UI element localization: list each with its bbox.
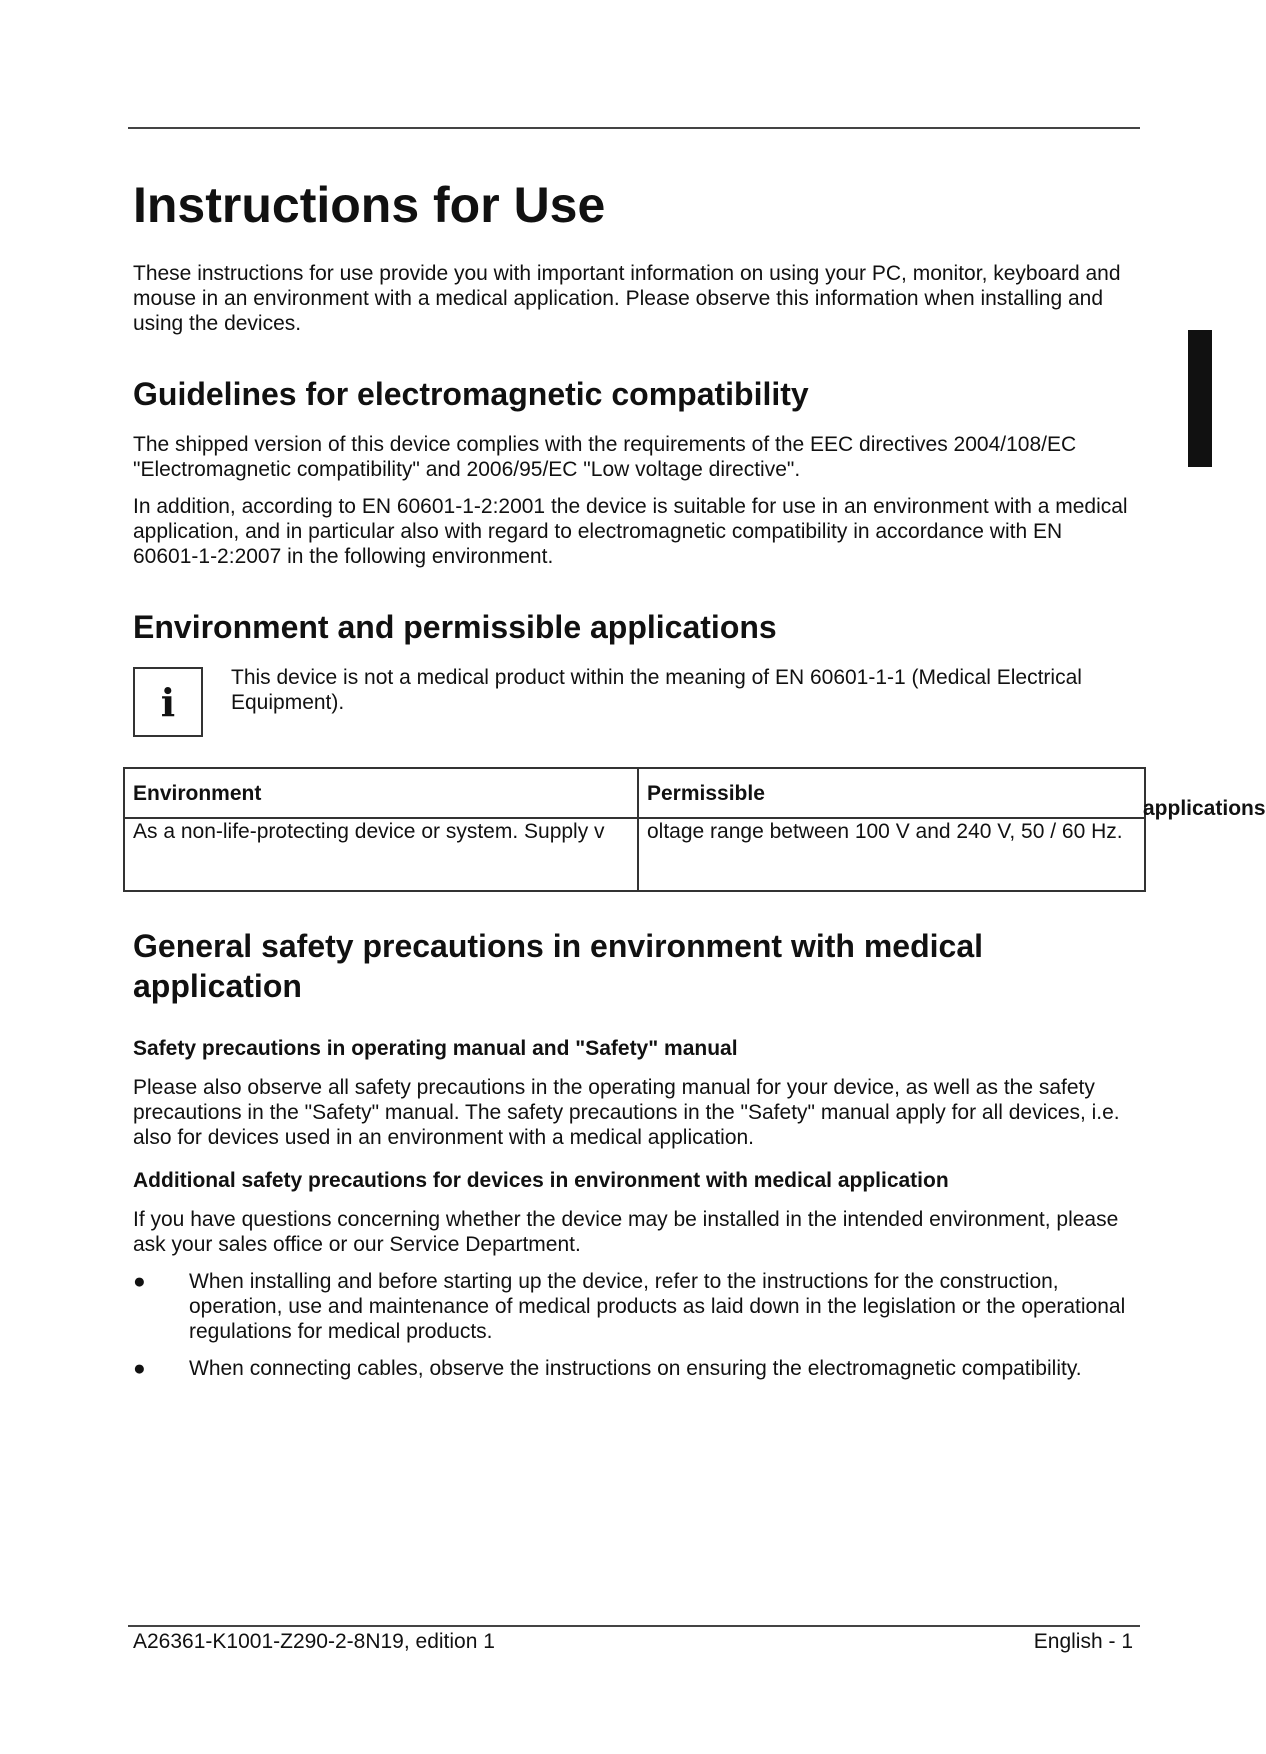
table-cell-environment: As a non-life-protecting device or system. Supply v — [124, 818, 638, 891]
header-rule — [128, 127, 1140, 129]
page-content — [133, 178, 1133, 1393]
page-title: Instructions for Use — [133, 177, 606, 233]
list-item-text: When installing and before starting up the device, refer to the instructions for the construction, operation, use and maintenance of medical products as laid down in the legislation or the operational regulations for medical products. — [189, 1270, 1126, 1344]
table-header-permissible: Permissible — [638, 768, 1145, 818]
safety-paragraph-2: If you have questions concerning whether the device may be installed in the intended environment, please ask your sales office or our Service Department. — [133, 1208, 1119, 1257]
table-header-environment: Environment — [124, 768, 638, 818]
safety-subheading-1: Safety precautions in operating manual and "Safety" manual — [133, 1037, 738, 1060]
environment-section — [133, 607, 1133, 892]
info-icon: i — [133, 667, 203, 737]
footer-page-label: English - 1 — [1033, 1630, 1133, 1653]
table-cell-permissible: oltage range between 100 V and 240 V, 50 / 60 Hz. — [638, 818, 1145, 891]
info-note — [133, 665, 1133, 737]
safety-subheading-2: Additional safety precautions for devices in environment with medical application — [133, 1169, 949, 1193]
table-header-overflow-applications: applications — [1143, 797, 1266, 820]
environment-heading: Environment and permissible applications — [133, 609, 777, 645]
safety-heading: General safety precautions in environment with medical application — [133, 928, 984, 1004]
intro-paragraph: These instructions for use provide you with important information on using your PC, monitor, keyboard and mouse in an environment with a medical application. Please observe this information when installing and using the devices. — [133, 262, 1121, 335]
safety-section — [133, 926, 1133, 1381]
table-header-row — [124, 768, 1145, 818]
safety-bullet-list — [133, 1269, 1133, 1381]
section-tab-marker — [1188, 330, 1212, 467]
bullet-icon: ● — [133, 1357, 146, 1381]
emc-section — [133, 374, 1133, 569]
environment-table — [123, 767, 1146, 892]
bullet-icon: ● — [133, 1270, 146, 1294]
footer-rule — [128, 1625, 1140, 1627]
list-item — [133, 1269, 1133, 1344]
safety-paragraph-1: Please also observe all safety precautions in the operating manual for your device, as well as the safety precautions in the "Safety" manual. The safety precautions in the "Safety" manual apply for all devices, i.e. also for devices used in an environment with a medical application. — [133, 1076, 1120, 1150]
table-row — [124, 818, 1145, 891]
emc-paragraph-2: In addition, according to EN 60601-1-2:2001 the device is suitable for use in an environment with a medical application, and in particular also with regard to electromagnetic compatibility in accordance with EN 60601-1-2:2007 in the following environment. — [133, 495, 1128, 568]
emc-paragraph-1: The shipped version of this device complies with the requirements of the EEC directives 2004/108/EC "Electromagnetic compatibility" and 2006/95/EC "Low voltage directive". — [133, 433, 1077, 481]
list-item-text: When connecting cables, observe the instructions on ensuring the electromagnetic compatibility. — [189, 1357, 1082, 1381]
footer-doc-number: A26361-K1001-Z290-2-8N19, edition 1 — [133, 1630, 495, 1653]
info-note-text: This device is not a medical product within the meaning of EN 60601-1-1 (Medical Electrical Equipment). — [231, 666, 1082, 714]
emc-heading: Guidelines for electromagnetic compatibility — [133, 376, 809, 412]
list-item — [133, 1356, 1133, 1381]
